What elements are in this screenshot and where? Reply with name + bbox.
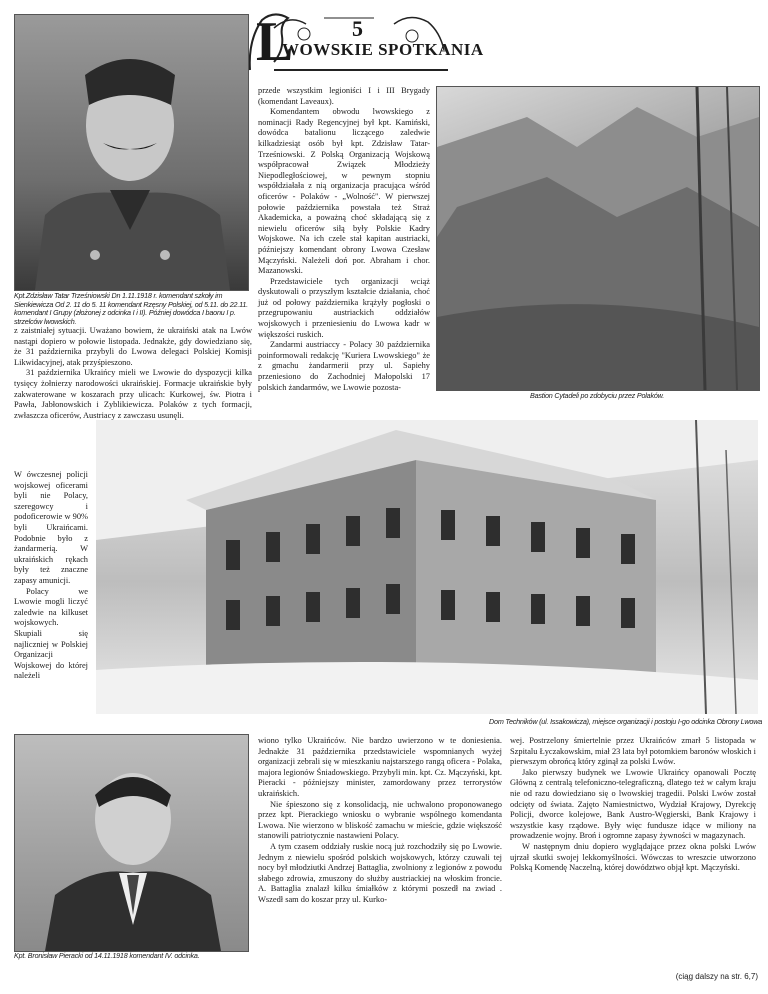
paragraph: Przedstawiciele tych organizacji wciąż dyskutowali o przyszłym kształcie działania, choć już od połowy października krążyły pogłoski o przegrupowaniu austriackich oddziałów wojskowych i przeniesieniu do Lwowa kadr w większości ruskich.	[258, 276, 430, 339]
page-number: 5	[352, 16, 363, 41]
portrait-photo-pieracki	[14, 734, 249, 952]
paragraph: wej. Postrzelony śmiertelnie przez Ukraińców zmarł 5 listopada w Szpitalu Łyczakowskim, miał 23 lata był potomkiem baronów włoskich i pierwszym obrońcą który zginął za polski Lwów.	[510, 736, 756, 767]
paragraph: Zandarmi austriaccy - Polacy 30 października poinformowali redakcję "Kuriera Lwowskiego" że z gmachu żandarmerii przy ul. Sapiehy przeniesiono do Zachodniej Małopolski 17 polskich żandarmów, we Lwowie pozosta-	[258, 340, 430, 392]
portrait-photo-tatar	[14, 14, 249, 291]
article-column-top	[258, 86, 430, 393]
paragraph: Polacy we Lwowie mogli liczyć zaledwie na kilkuset wojskowych. Skupiali się najliczniej w Polskiej Organizacji Wojskowej do której należeli	[14, 586, 88, 681]
continued-note: (ciąg dalszy na str. 6,7)	[675, 972, 758, 981]
paragraph: z zaistniałej sytuacji. Uważano bowiem, że ukraiński atak na Lwów nastąpi dopiero w połowie listopada. Jednakże, gdy dowiedziano się, że 31 października przybyli do Lwowa delegaci Polskiej Komisji Likwidacyjnej, atak przyśpieszono.	[14, 326, 252, 367]
building-photo	[96, 420, 758, 714]
title-initial: L	[256, 11, 294, 73]
caption-portrait-tatar: Kpt.Zdzisław Tatar Trześniowski Dn 1.11.1918 r. komendant szkoły im Sienkiewicza Od 2. 11 do 5. 11 komendant Rzęsny Polskiej, od 5.11. do 22.11. komendant I Grupy (złożonej z odcinka I i II). Później dowódca I baonu I p. strzelców lwowskich.	[14, 291, 248, 326]
article-column-bottom-left	[258, 736, 502, 906]
page-title: WOWSKIE SPOTKANIA	[282, 40, 484, 59]
paragraph: A tym czasem oddziały ruskie nocą już rozchodziły się po Lwowie. Jednym z niewielu spośród polskich wojskowych, którzy czuwali tej nocy był młodziutki Andrzej Battaglia, zwolniony z legionów z powodu słabego zdrowia, zmuszony do służby austriackiej na włoskim froncie. A. Battaglia znalazł kilku śmiałków z którymi poszedł na zwiad . Wszedł sam do koszar przy ul. Kurko-	[258, 841, 502, 904]
ruined-wall-icon	[437, 87, 759, 390]
portrait-figure-icon	[15, 15, 248, 290]
article-column-middle	[14, 326, 252, 421]
caption-bastion: Bastion Cytadeli po zdobyciu przez Polaków.	[530, 391, 665, 400]
caption-portrait-pieracki: Kpt. Bronisław Pieracki od 14.11.1918 komendant IV. odcinka.	[14, 951, 200, 960]
paragraph: 31 października Ukraińcy mieli we Lwowie do dyspozycji kilka tysięcy żołnierzy narodowości ukraińskiej. Formacje ukraińskie były zakwaterowane w koszarach przy ulicach: Kurkowej, św. Piotra i Pawła, Jabłonowskich i Zyblikiewicza. Polaków z tych formacji, zwłaszcza oficerów, Austriacy z zawczasu usunęli.	[14, 368, 252, 420]
paragraph: Komendantem obwodu lwowskiego z nominacji Rady Regencyjnej był kpt. Kamiński, dowódca batalionu liczącego zaledwie kilkadziesiąt osób był kpt. Zdzisław Tatar-Trześniowski. Z Polską Organizacją Wojskową współpracował Związek Młodzieży Niepodległościowej, w pewnym stopniu współdziałała z nią organizacja pracująca wśród oficerów - Polaków - „Wolność". W pierwszej połowie października powstała też Straż Akademicka, a poważną choć składającą się z niewielu oficerów siłą były Polskie Kadry Wojskowe. Na ich czele stał kapitan austriacki, późniejszy komendant obrony Lwowa Czesław Mączyński. Należeli doń por. Abraham i chor. Mazanowski.	[258, 107, 430, 276]
article-column-middle-narrow	[14, 470, 88, 682]
paragraph: W następnym dniu dopiero wyglądające przez okna polski Lwów ujrzał skutki swojej lekkomyślności. Wówczas to wreszcie utworzono Polską Komendę Naczelną, której dowództwo objął kpt. Mączyński.	[510, 841, 756, 873]
paragraph: W ówczesnej policji wojskowej oficerami byli nie Polacy, szeregowcy i podoficerowie w 90% byli Ukraińcami. Podobnie było z żandarmerią. W ukraińskich rękach były też znaczne zapasy amunicji.	[14, 470, 88, 585]
article-column-bottom-right	[510, 736, 756, 874]
portrait-figure-icon	[15, 735, 248, 951]
bastion-photo	[436, 86, 760, 391]
building-icon	[96, 420, 758, 714]
paragraph: przede wszystkim legioniści I i III Brygady (komendant Laveaux).	[258, 86, 430, 106]
paragraph: Jako pierwszy budynek we Lwowie Ukraińcy opanowali Pocztę Główną z centralą telefoniczno-telegraficzną, dlatego też w całym kraju nie od razu dowiedziano się o lwowskiej tragedii. Polski Lwów został odcięty od świata. Zajęto Namiestnictwo, Wydział Krajowy, Dyrekcję Policji, dworce kolejowe, Bank Austro-Węgierski, Bank Krajowy i wszystkie kasy rządowe. Były więc fundusze idące w miliony na prowadzenie wojny. Broń i ogromne zapasy żywności w magazynach.	[510, 767, 756, 841]
paragraph: wiono tylko Ukraińców. Nie bardzo uwierzono w te doniesienia. Jednakże 31 października przedstawiciele wspomnianych wyżej organizacji zebrali się w mieszkaniu najstarszego rangą oficera - Polaka, majora legionów Śniadowskiego. Przybyli min. kpt. Cz. Mączyński, kpt. Pieracki - późniejszy minister, zamordowany przez terrorystów ukraińskich.	[258, 736, 502, 798]
paragraph: Nie śpieszono się z konsolidacją, nie uchwalono proponowanego przez kpt. Pierackiego wniosku o wybranie wspólnego komendanta Lwowa. Nie wierzono w bliskość zamachu w mieście, gdzie większość stanowili patriotycznie nastawieni Polacy.	[258, 799, 502, 841]
caption-building: Dom Techników (ul. Issakowicza), miejsce organizacji i postoju I-go odcinka Obrony Lwowa	[489, 717, 762, 726]
